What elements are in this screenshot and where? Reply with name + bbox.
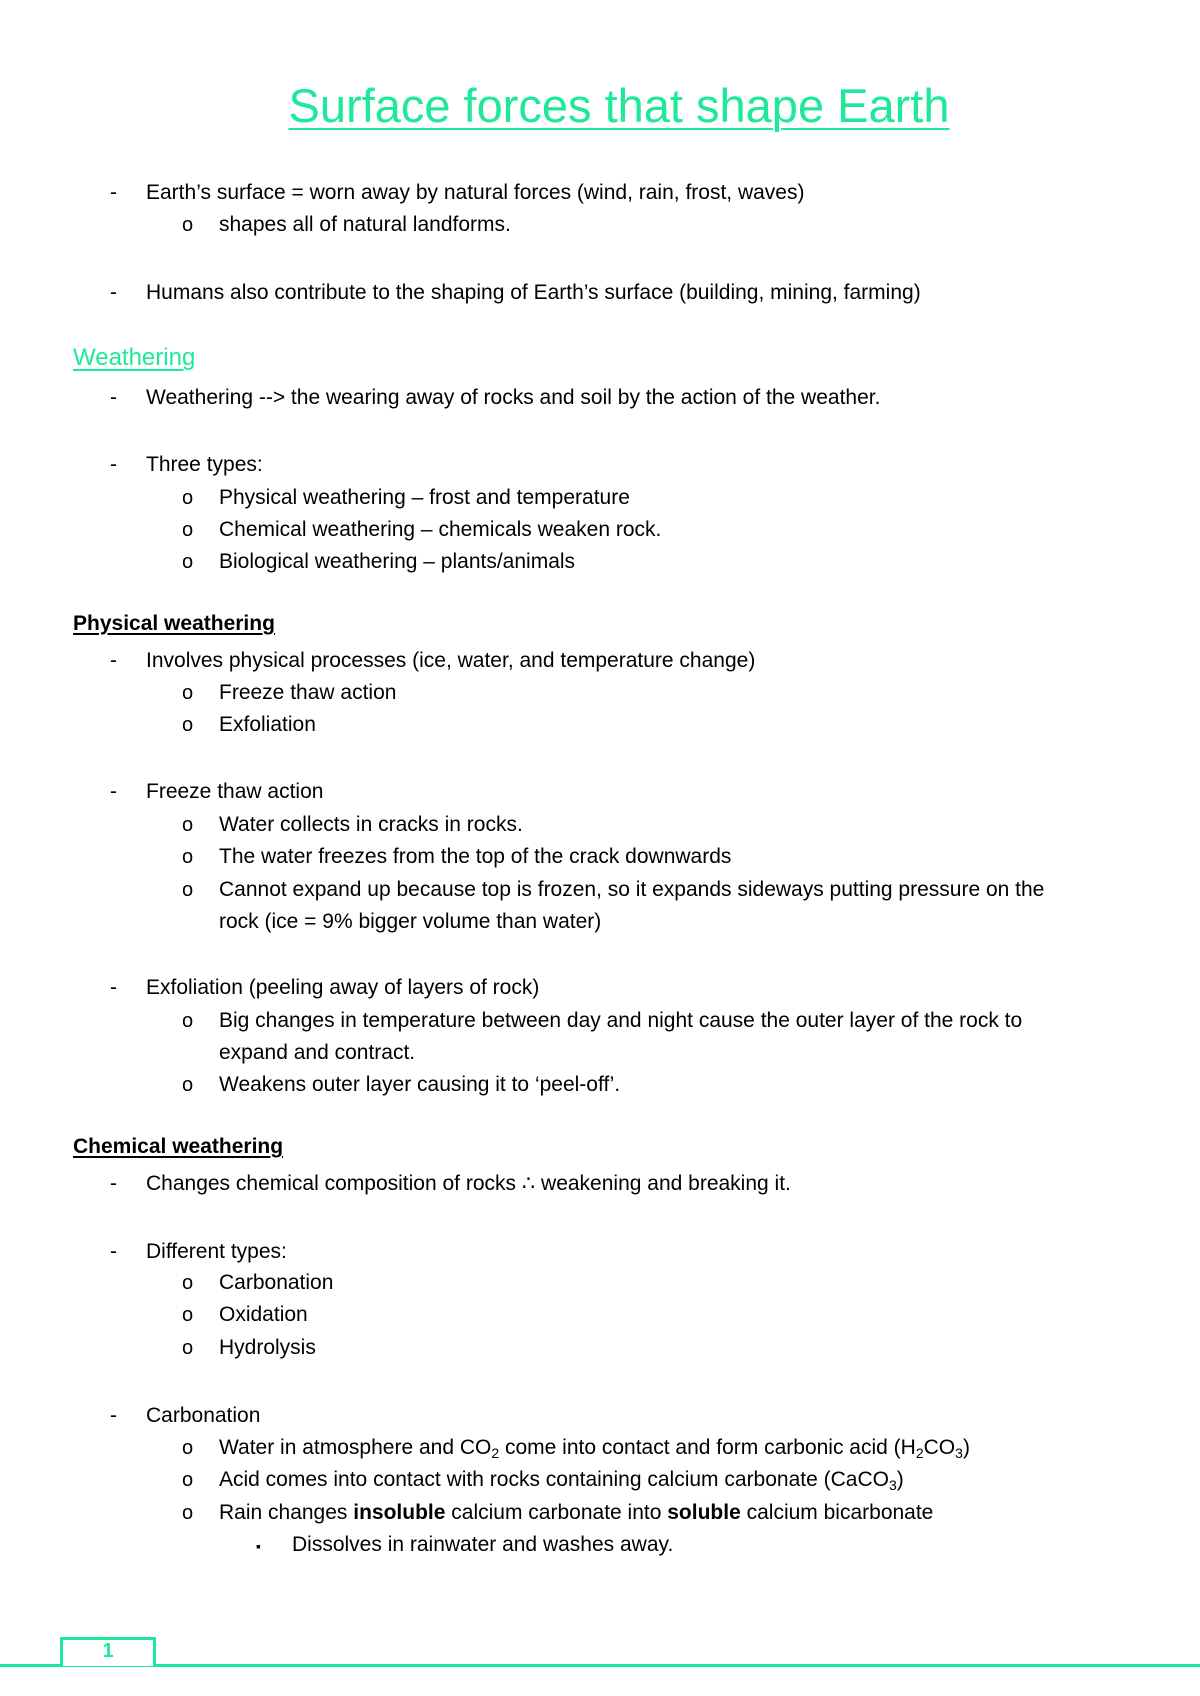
bullet-circle: o — [182, 1272, 194, 1294]
weathering-types-label: Three types: — [146, 453, 263, 476]
bullet-dash: - — [110, 1404, 117, 1427]
text-segment: CO — [923, 1436, 956, 1459]
page-title: Surface forces that shape Earth — [288, 79, 950, 132]
subscript: 3 — [888, 1477, 897, 1493]
carbonation-sub-item: Dissolves in rainwater and washes away. — [292, 1533, 674, 1556]
bold-text: soluble — [667, 1501, 741, 1524]
bullet-dash: - — [110, 281, 117, 304]
carbonation-label: Carbonation — [146, 1404, 261, 1427]
carbonation-item-2 — [219, 1467, 904, 1493]
chemical-type-item: Carbonation — [219, 1271, 334, 1294]
freeze-thaw-item-continued: rock (ice = 9% bigger volume than water) — [219, 910, 602, 933]
bullet-circle: o — [182, 714, 194, 736]
text-segment: ) — [896, 1468, 904, 1491]
freeze-thaw-item: The water freezes from the top of the crack downwards — [219, 845, 732, 868]
text-segment: come into contact and form carbonic acid (H — [499, 1436, 916, 1459]
subscript: 2 — [915, 1445, 924, 1461]
physical-sub-item: Freeze thaw action — [219, 681, 397, 704]
bullet-dash: - — [110, 181, 117, 204]
bullet-circle: o — [182, 1074, 194, 1096]
text-segment: calcium carbonate into — [445, 1501, 668, 1524]
bullet-dash: - — [110, 976, 117, 999]
subscript: 3 — [955, 1445, 963, 1461]
footer-rule — [0, 1664, 1200, 1667]
bullet-circle: o — [182, 1502, 194, 1524]
intro-bullet-1: Earth’s surface = worn away by natural forces (wind, rain, frost, waves) — [146, 181, 805, 204]
bullet-circle: o — [182, 1304, 194, 1326]
bullet-circle: o — [182, 814, 194, 836]
text-segment: Acid comes into contact with rocks containing calcium carbonate (CaCO — [219, 1468, 889, 1491]
freeze-thaw-label: Freeze thaw action — [146, 780, 324, 803]
weathering-heading: Weathering — [73, 344, 196, 371]
text-segment: Water in atmosphere and CO — [219, 1436, 492, 1459]
chemical-types-label: Different types: — [146, 1240, 287, 1263]
bullet-circle: o — [182, 214, 194, 236]
subscript: 2 — [491, 1445, 500, 1461]
text-segment: Rain changes — [219, 1501, 354, 1524]
bullet-dash: - — [110, 649, 117, 672]
bullet-circle: o — [182, 879, 194, 901]
bullet-circle: o — [182, 682, 194, 704]
carbonation-item-1 — [219, 1435, 970, 1461]
bullet-circle: o — [182, 551, 194, 573]
exfoliation-label: Exfoliation (peeling away of layers of rock) — [146, 976, 540, 999]
bullet-dash: - — [110, 1240, 117, 1263]
weathering-type-item: Physical weathering – frost and temperature — [219, 486, 630, 509]
bullet-circle: o — [182, 1469, 194, 1491]
physical-bullet-1: Involves physical processes (ice, water, and temperature change) — [146, 649, 756, 672]
bullet-square: ▪ — [256, 1538, 261, 1554]
chemical-type-item: Oxidation — [219, 1303, 308, 1326]
chemical-bullet-1: Changes chemical composition of rocks ∴ weakening and breaking it. — [146, 1172, 791, 1195]
exfoliation-item: Weakens outer layer causing it to ‘peel-off’. — [219, 1073, 621, 1096]
weathering-type-item: Biological weathering – plants/animals — [219, 550, 576, 573]
intro-bullet-2: Humans also contribute to the shaping of Earth’s surface (building, mining, farming) — [146, 281, 921, 304]
bullet-dash: - — [110, 386, 117, 409]
bullet-circle: o — [182, 1337, 194, 1359]
weathering-definition: Weathering --> the wearing away of rocks and soil by the action of the weather. — [146, 386, 881, 409]
bullet-circle: o — [182, 519, 194, 541]
freeze-thaw-item: Cannot expand up because top is frozen, so it expands sideways putting pressure on the — [219, 878, 1045, 901]
text-segment: calcium bicarbonate — [740, 1501, 934, 1524]
physical-sub-item: Exfoliation — [219, 713, 316, 736]
bold-text: insoluble — [353, 1501, 446, 1524]
weathering-type-item: Chemical weathering – chemicals weaken rock. — [219, 518, 662, 541]
bullet-circle: o — [182, 1437, 194, 1459]
text-segment: ) — [962, 1436, 970, 1459]
bullet-dash: - — [110, 453, 117, 476]
physical-weathering-heading: Physical weathering — [73, 612, 275, 635]
exfoliation-item-continued: expand and contract. — [219, 1041, 416, 1064]
chemical-weathering-heading: Chemical weathering — [73, 1135, 284, 1158]
bullet-circle: o — [182, 487, 194, 509]
page-number: 1 — [102, 1640, 114, 1662]
bullet-dash: - — [110, 1172, 117, 1195]
exfoliation-item: Big changes in temperature between day and night cause the outer layer of the rock to — [219, 1009, 1023, 1032]
bullet-dash: - — [110, 780, 117, 803]
intro-sub-bullet-1: shapes all of natural landforms. — [219, 213, 511, 236]
freeze-thaw-item: Water collects in cracks in rocks. — [219, 813, 523, 836]
bullet-circle: o — [182, 1010, 194, 1032]
carbonation-item-3 — [219, 1500, 933, 1526]
chemical-type-item: Hydrolysis — [219, 1336, 316, 1359]
bullet-circle: o — [182, 846, 194, 868]
